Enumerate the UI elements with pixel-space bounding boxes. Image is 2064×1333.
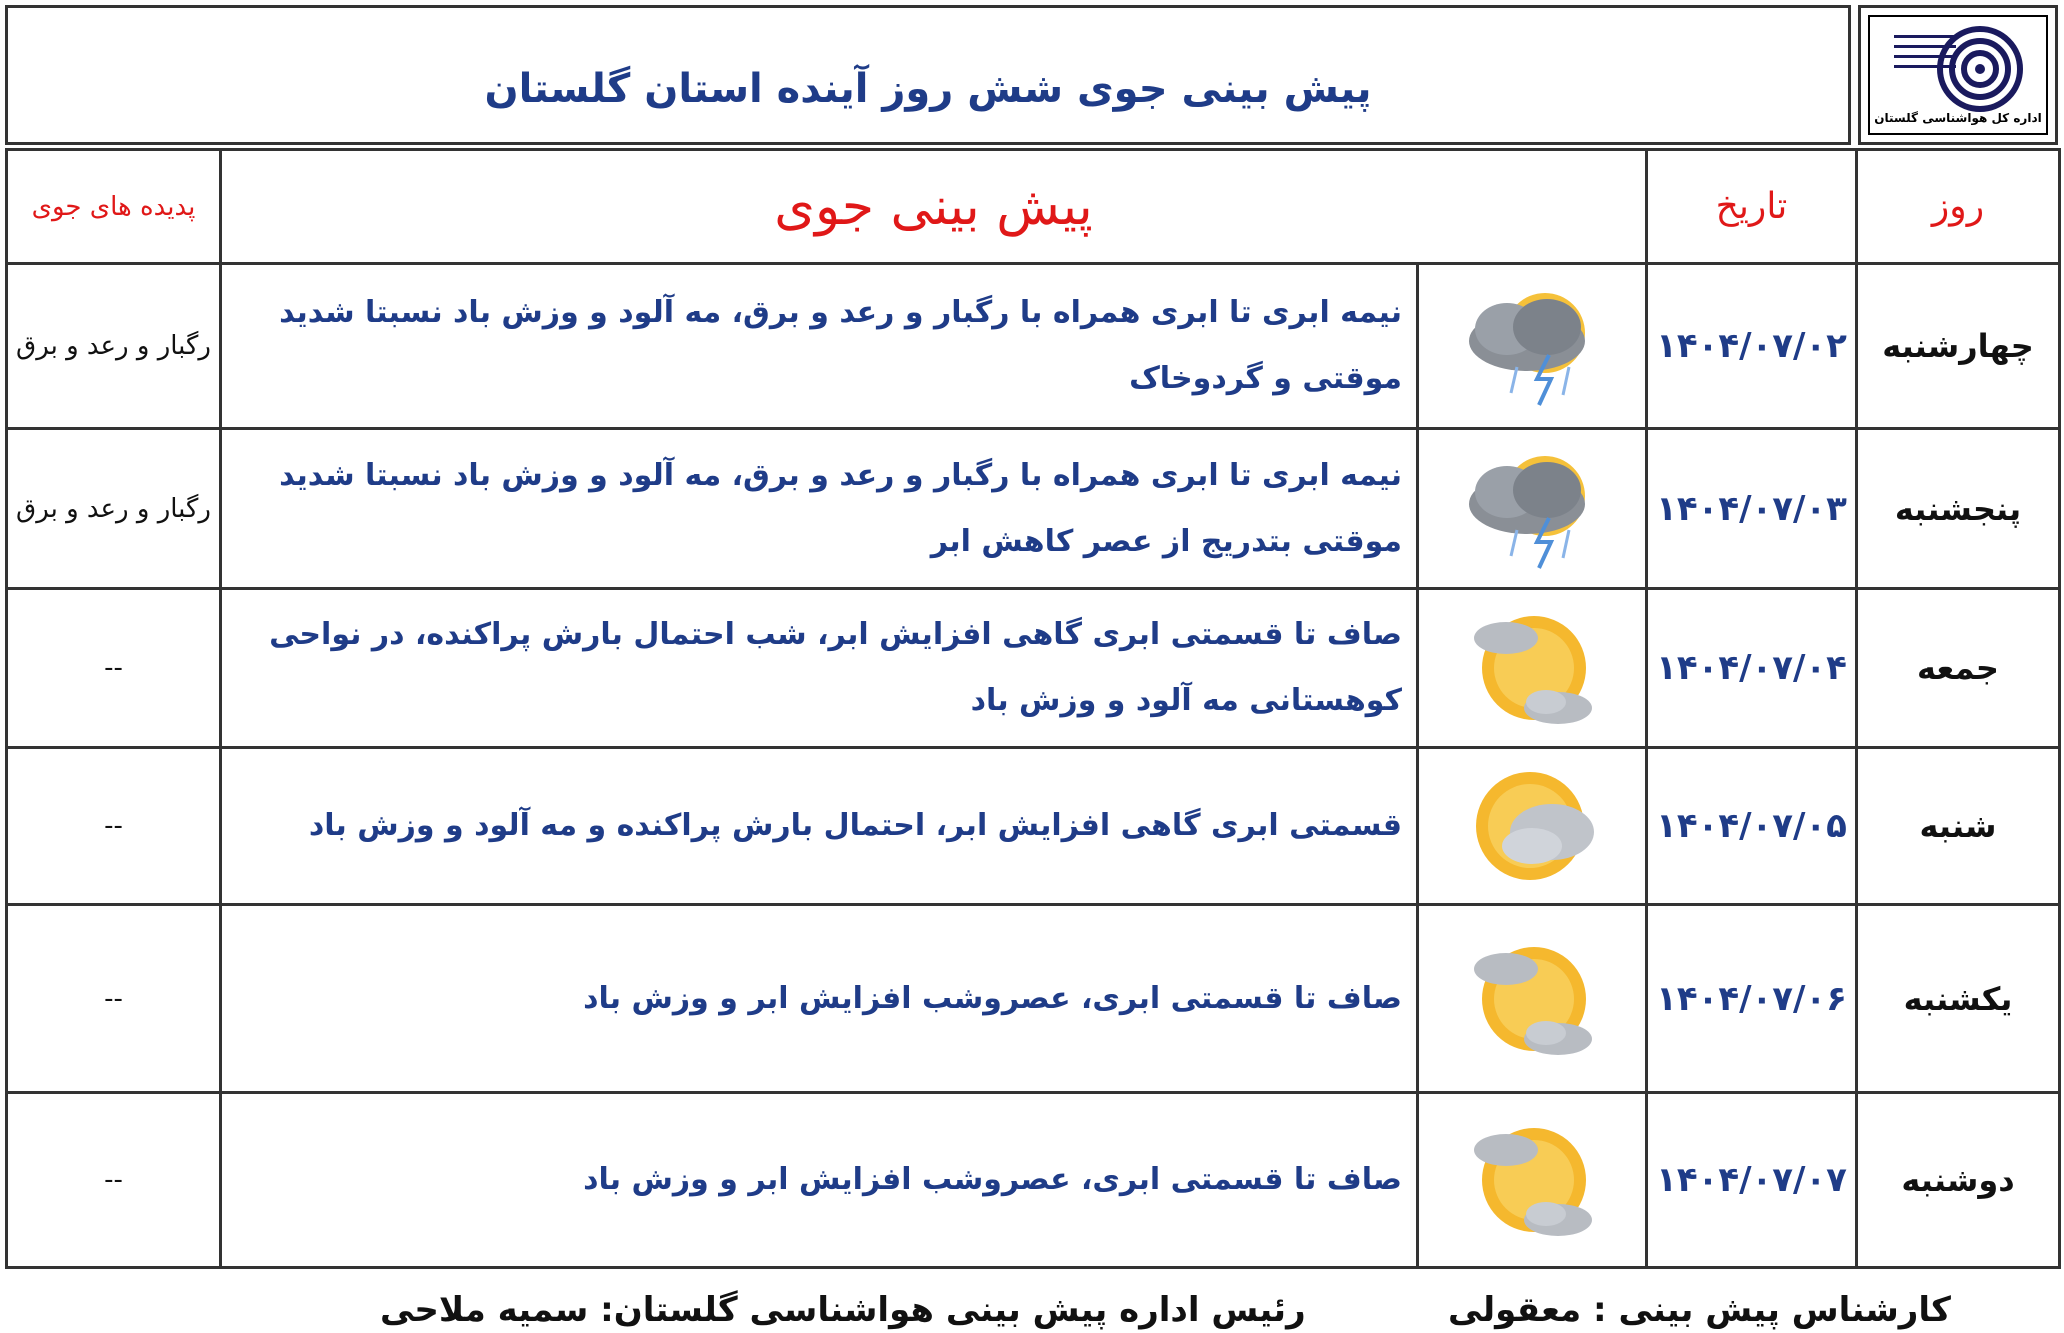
forecast-text: صاف تا قسمتی ابری، عصروشب افزایش ابر و وزش باد bbox=[221, 905, 1418, 1093]
forecast-text: قسمتی ابری گاهی افزایش ابر، احتمال بارش پراکنده و مه آلود و وزش باد bbox=[221, 748, 1418, 905]
day-cell: شنبه bbox=[1857, 748, 2060, 905]
phenomena-cell: -- bbox=[7, 1093, 221, 1268]
sun-cloud-icon bbox=[1462, 756, 1602, 896]
date-cell: ۱۴۰۴/۰۷/۰۵ bbox=[1647, 748, 1857, 905]
day-cell: پنجشنبه bbox=[1857, 429, 2060, 589]
date-cell: ۱۴۰۴/۰۷/۰۶ bbox=[1647, 905, 1857, 1093]
forecast-text: نیمه ابری تا ابری همراه با رگبار و رعد و برق، مه آلود و وزش باد نسبتا شدید موقتی بتدریج از عصر کاهش ابر bbox=[221, 429, 1418, 589]
phenomena-cell: -- bbox=[7, 748, 221, 905]
logo-emblem-icon bbox=[1870, 21, 2052, 121]
logo-box bbox=[1858, 5, 2058, 145]
sun-cloud-icon bbox=[1462, 1110, 1602, 1250]
forecast-text: نیمه ابری تا ابری همراه با رگبار و رعد و برق، مه آلود و وزش باد نسبتا شدید موقتی و گردوخاک bbox=[221, 264, 1418, 429]
table-row bbox=[7, 589, 2060, 748]
header-date: تاریخ bbox=[1647, 150, 1857, 264]
date-cell: ۱۴۰۴/۰۷/۰۴ bbox=[1647, 589, 1857, 748]
cloud-rain-lightning-icon bbox=[1457, 434, 1607, 584]
date-cell: ۱۴۰۴/۰۷/۰۷ bbox=[1647, 1093, 1857, 1268]
table-header-row bbox=[7, 150, 2060, 264]
weather-icon-cell bbox=[1418, 264, 1647, 429]
weather-icon-cell bbox=[1418, 429, 1647, 589]
header-day: روز bbox=[1857, 150, 2060, 264]
header-forecast: پیش بینی جوی bbox=[221, 150, 1647, 264]
table-row bbox=[7, 264, 2060, 429]
phenomena-cell: رگبار و رعد و برق bbox=[7, 429, 221, 589]
weather-icon-cell bbox=[1418, 1093, 1647, 1268]
footer-head-of-forecasting: رئیس اداره پیش بینی هواشناسی گلستان: سمیه ملاحی bbox=[380, 1290, 1306, 1330]
phenomena-cell: -- bbox=[7, 589, 221, 748]
day-cell: چهارشنبه bbox=[1857, 264, 2060, 429]
header-phenomena: پدیده های جوی bbox=[7, 150, 221, 264]
meteorological-organization-logo bbox=[1868, 15, 2048, 135]
logo-caption: اداره کل هواشناسی گلستان bbox=[1874, 111, 2042, 125]
weather-icon-cell bbox=[1418, 748, 1647, 905]
phenomena-cell: رگبار و رعد و برق bbox=[7, 264, 221, 429]
forecast-text: صاف تا قسمتی ابری گاهی افزایش ابر، شب احتمال بارش پراکنده، در نواحی کوهستانی مه آلود و وزش باد bbox=[221, 589, 1418, 748]
day-cell: دوشنبه bbox=[1857, 1093, 2060, 1268]
forecast-text: صاف تا قسمتی ابری، عصروشب افزایش ابر و وزش باد bbox=[221, 1093, 1418, 1268]
sun-cloud-icon bbox=[1462, 598, 1602, 738]
footer-forecaster: کارشناس پیش بینی : معقولی bbox=[1448, 1290, 1951, 1330]
page-title: پیش بینی جوی شش روز آینده استان گلستان bbox=[484, 66, 1372, 112]
table-row bbox=[7, 748, 2060, 905]
table-row bbox=[7, 429, 2060, 589]
weather-icon-cell bbox=[1418, 589, 1647, 748]
day-cell: جمعه bbox=[1857, 589, 2060, 748]
table-row bbox=[7, 1093, 2060, 1268]
weather-icon-cell bbox=[1418, 905, 1647, 1093]
date-cell: ۱۴۰۴/۰۷/۰۲ bbox=[1647, 264, 1857, 429]
forecast-table bbox=[5, 148, 2061, 1269]
day-cell: یکشنبه bbox=[1857, 905, 2060, 1093]
sun-cloud-icon bbox=[1462, 929, 1602, 1069]
table-row bbox=[7, 905, 2060, 1093]
date-cell: ۱۴۰۴/۰۷/۰۳ bbox=[1647, 429, 1857, 589]
cloud-rain-lightning-icon bbox=[1457, 271, 1607, 421]
phenomena-cell: -- bbox=[7, 905, 221, 1093]
header-box bbox=[5, 5, 1851, 145]
